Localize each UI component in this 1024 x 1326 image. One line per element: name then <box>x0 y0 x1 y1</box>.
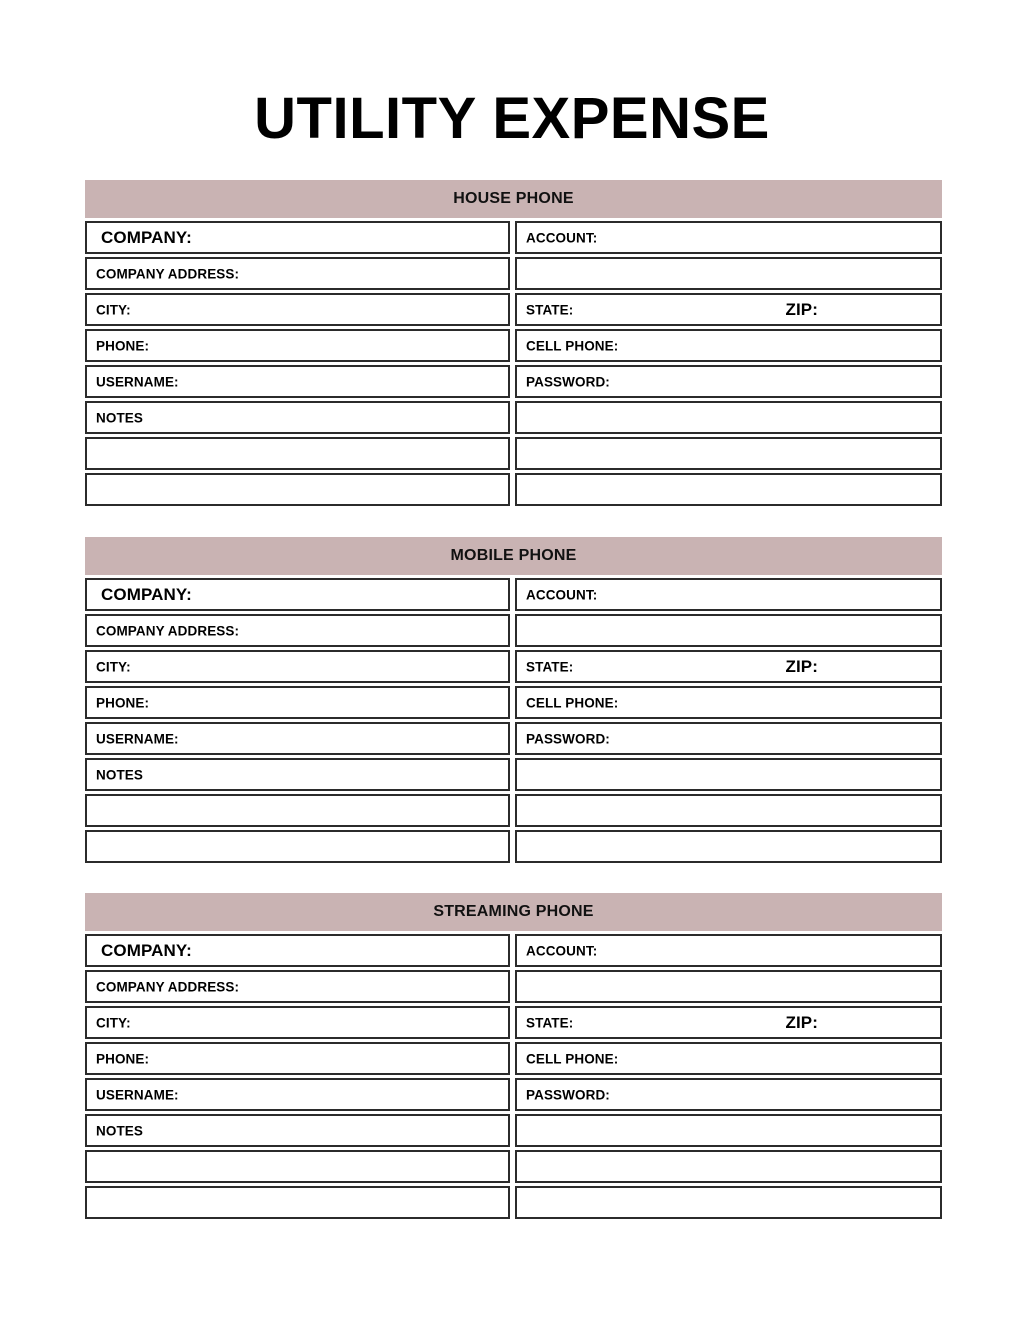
form-row <box>85 254 942 290</box>
field-cell-right[interactable] <box>515 578 942 611</box>
field-label: STATE: <box>526 302 574 317</box>
field-cell-left[interactable] <box>85 473 510 506</box>
field-cell-right[interactable] <box>515 1150 942 1183</box>
field-cell-right[interactable] <box>515 614 942 647</box>
form-row <box>85 1003 942 1039</box>
section-header: STREAMING PHONE <box>85 893 942 931</box>
field-cell-left[interactable] <box>85 1078 510 1111</box>
field-cell-right[interactable] <box>515 473 942 506</box>
field-label-secondary: ZIP: <box>785 1012 818 1032</box>
form-row <box>85 683 942 719</box>
form-row <box>85 362 942 398</box>
section-rows <box>85 931 942 1219</box>
form-row <box>85 218 942 254</box>
field-label: CELL PHONE: <box>526 1051 619 1066</box>
field-cell-left[interactable] <box>85 970 510 1003</box>
form-row <box>85 967 942 1003</box>
field-cell-right[interactable] <box>515 722 942 755</box>
field-label: COMPANY: <box>101 940 192 960</box>
field-label: STATE: <box>526 659 574 674</box>
field-cell-left[interactable] <box>85 1150 510 1183</box>
field-label: PASSWORD: <box>526 731 610 746</box>
field-cell-right[interactable] <box>515 329 942 362</box>
form-row <box>85 1183 942 1219</box>
field-cell-left[interactable] <box>85 578 510 611</box>
field-cell-left[interactable] <box>85 794 510 827</box>
field-cell-left[interactable] <box>85 650 510 683</box>
form-row <box>85 434 942 470</box>
field-label-secondary: ZIP: <box>785 299 818 319</box>
field-label-secondary: ZIP: <box>785 656 818 676</box>
field-label: PHONE: <box>96 695 150 710</box>
field-cell-left[interactable] <box>85 934 510 967</box>
field-label: USERNAME: <box>96 374 179 389</box>
field-cell-right[interactable] <box>515 934 942 967</box>
field-cell-right[interactable] <box>515 830 942 863</box>
form-section <box>85 180 942 506</box>
field-cell-right[interactable] <box>515 686 942 719</box>
field-cell-left[interactable] <box>85 1006 510 1039</box>
form-row <box>85 470 942 506</box>
form-row <box>85 1147 942 1183</box>
form-row <box>85 647 942 683</box>
field-label: CITY: <box>96 302 131 317</box>
field-label: STATE: <box>526 1015 574 1030</box>
section-rows <box>85 218 942 506</box>
form-row <box>85 755 942 791</box>
field-cell-right[interactable] <box>515 794 942 827</box>
field-label: CITY: <box>96 1015 131 1030</box>
field-label: CELL PHONE: <box>526 338 619 353</box>
field-label: USERNAME: <box>96 731 179 746</box>
field-label: COMPANY: <box>101 227 192 247</box>
field-cell-left[interactable] <box>85 686 510 719</box>
field-cell-left[interactable] <box>85 293 510 326</box>
field-label: PHONE: <box>96 338 150 353</box>
field-label: NOTES <box>96 410 144 425</box>
field-cell-left[interactable] <box>85 365 510 398</box>
field-cell-right[interactable] <box>515 970 942 1003</box>
field-cell-right[interactable] <box>515 365 942 398</box>
field-label: NOTES <box>96 1123 144 1138</box>
section-header: HOUSE PHONE <box>85 180 942 218</box>
field-cell-left[interactable] <box>85 1114 510 1147</box>
field-cell-left[interactable] <box>85 221 510 254</box>
form-row <box>85 1075 942 1111</box>
field-cell-left[interactable] <box>85 257 510 290</box>
field-cell-left[interactable] <box>85 329 510 362</box>
field-cell-right[interactable] <box>515 1186 942 1219</box>
form-row <box>85 290 942 326</box>
form-section <box>85 537 942 863</box>
page-title: UTILITY EXPENSE <box>254 86 770 151</box>
field-label: NOTES <box>96 767 144 782</box>
field-cell-left[interactable] <box>85 758 510 791</box>
field-cell-left[interactable] <box>85 614 510 647</box>
field-label: COMPANY: <box>101 584 192 604</box>
field-cell-right[interactable] <box>515 1006 942 1039</box>
field-cell-left[interactable] <box>85 722 510 755</box>
field-label: ACCOUNT: <box>526 943 598 958</box>
form-row <box>85 791 942 827</box>
form-row <box>85 1039 942 1075</box>
field-cell-right[interactable] <box>515 293 942 326</box>
section-rows <box>85 575 942 863</box>
field-cell-right[interactable] <box>515 437 942 470</box>
field-label: ACCOUNT: <box>526 230 598 245</box>
field-cell-right[interactable] <box>515 401 942 434</box>
form-row <box>85 931 942 967</box>
field-label: PASSWORD: <box>526 1087 610 1102</box>
field-cell-right[interactable] <box>515 221 942 254</box>
form-row <box>85 1111 942 1147</box>
field-cell-right[interactable] <box>515 1114 942 1147</box>
field-cell-right[interactable] <box>515 650 942 683</box>
field-cell-right[interactable] <box>515 1078 942 1111</box>
field-cell-left[interactable] <box>85 437 510 470</box>
field-label: ACCOUNT: <box>526 587 598 602</box>
field-cell-right[interactable] <box>515 1042 942 1075</box>
form-row <box>85 575 942 611</box>
form-row <box>85 326 942 362</box>
field-label: COMPANY ADDRESS: <box>96 979 240 994</box>
field-label: COMPANY ADDRESS: <box>96 266 240 281</box>
field-cell-right[interactable] <box>515 257 942 290</box>
section-header: MOBILE PHONE <box>85 537 942 575</box>
field-cell-left[interactable] <box>85 1042 510 1075</box>
field-cell-right[interactable] <box>515 758 942 791</box>
field-label: CITY: <box>96 659 131 674</box>
form-row <box>85 827 942 863</box>
form-row <box>85 611 942 647</box>
form-row <box>85 398 942 434</box>
field-cell-left[interactable] <box>85 1186 510 1219</box>
field-label: PHONE: <box>96 1051 150 1066</box>
form-row <box>85 719 942 755</box>
field-label: CELL PHONE: <box>526 695 619 710</box>
field-label: USERNAME: <box>96 1087 179 1102</box>
field-cell-left[interactable] <box>85 401 510 434</box>
field-label: PASSWORD: <box>526 374 610 389</box>
field-label: COMPANY ADDRESS: <box>96 623 240 638</box>
form-section <box>85 893 942 1219</box>
field-cell-left[interactable] <box>85 830 510 863</box>
